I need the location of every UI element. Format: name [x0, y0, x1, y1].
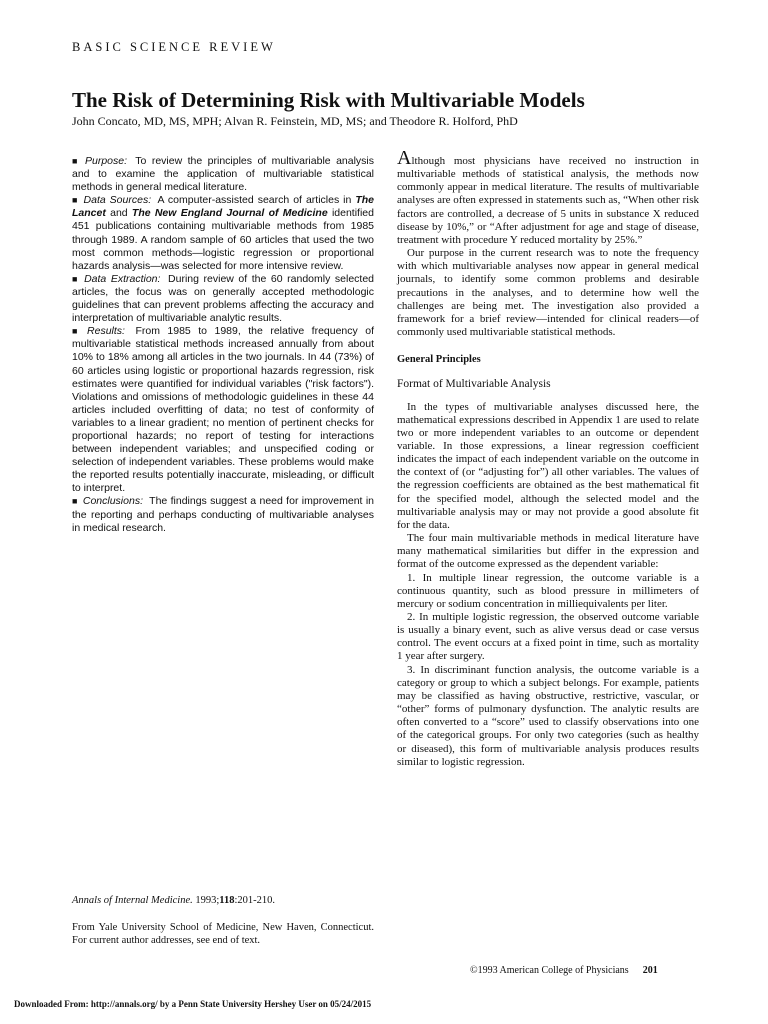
intro-paragraph: Our purpose in the current research was to note the frequency with which multivariable analyses now appear in general medical journals, to identify some common problems and desirable precautions in the analyses, and to determine how well the challenges are being met. The investigation also provided a framework for a brief review—intended for clinical readers—of commonly used multivariable statistical methods.	[397, 247, 699, 339]
square-bullet-icon: ■	[72, 273, 80, 284]
copyright-notice: ©1993 American College of Physicians	[470, 965, 629, 976]
journal-name: The Lancet	[72, 194, 375, 220]
author-list: John Concato, MD, MS, MPH; Alvan R. Feinstein, MD, MS; and Theodore R. Holford, PhD	[72, 114, 518, 128]
list-item: 2. In multiple logistic regression, the observed outcome variable is usually a binary event, such as alive versus dead or case versus control. The event occurs at a fixed point in time, such as mortality 1 year after surgery.	[397, 611, 699, 663]
article-body	[397, 147, 699, 769]
author-affiliation: From Yale University School of Medicine, New Haven, Connecticut. For current author addresses, see end of text.	[72, 922, 374, 946]
abstract	[72, 155, 374, 535]
square-bullet-icon: ■	[72, 326, 83, 337]
download-watermark: Downloaded From: http://annals.org/ by a Penn State University Hershey User on 05/24/2015	[14, 999, 372, 1009]
body-paragraph: The four main multivariable methods in medical literature have many mathematical similarities but differ in the expression and format of the outcome expressed as the dependent variable:	[397, 532, 699, 571]
abstract-purpose: ■ Purpose: To review the principles of multivariable analysis and to examine the application of multivariable statistical methods in general medical literature.	[72, 155, 375, 194]
abstract-data-sources: ■ Data Sources: A computer-assisted search of articles in The Lancet and The New England Journal of Medicine identified 451 publications containing multivariable methods from 1985 through 1989. A random sample of 60 articles that used the two most common methods—logistic regression or proportional hazards analysis—was selected for more intensive review.	[72, 194, 375, 272]
abstract-conclusions: ■ Conclusions: The findings suggest a need for improvement in the reporting and perhaps conducting of multivariable analyses in medical research.	[72, 495, 375, 534]
journal-citation: Annals of Internal Medicine. 1993;118:201-210.	[72, 895, 275, 906]
page-number: 201	[642, 965, 658, 976]
abstract-data-extraction: ■ Data Extraction: During review of the 60 randomly selected articles, the focus was on generally accepted methodologic guidelines that can prevent problems affecting the accuracy and interpretation of multivariable analytic results.	[72, 272, 375, 325]
list-item: 1. In multiple linear regression, the outcome variable is a continuous quantity, such as blood pressure in millimeters of mercury or sodium concentration in milliequivalents per liter.	[397, 571, 699, 610]
list-item: 3. In discriminant function analysis, the outcome variable is a category or group to which a subject belongs. For example, patients may be classified as having obstructive, restrictive, vascular, or “other” forms of pulmonary dysfunction. The analytic results are often converted to a “score” used to classify observations into one of the categorical groups. For only two categories (such as healthy or diseased), this form of multivariable analysis produces results similar to logistic regression.	[397, 663, 699, 768]
subsection-heading: Format of Multivariable Analysis	[397, 378, 551, 391]
abstract-results: ■ Results: From 1985 to 1989, the relative frequency of multivariable statistical methods increased annually from about 10% to 18% among all articles in the two journals. In 44 (73%) of 60 articles using logistic or proportional hazards regression, risk estimates were quantified for individual variables ("risk factors"). Violations and omissions of methodologic guidelines in these 44 articles included overfitting of data; no test of conformity of variables to a linear gradient; no mention of pertinent checks for proportional hazards; no report of testing for interactions between independent variables; and unspecified coding or selection of independent variables. These problems would make the reported results potentially inaccurate, misleading, or difficult to interpret.	[72, 325, 375, 495]
square-bullet-icon: ■	[72, 496, 78, 507]
article-title: The Risk of Determining Risk with Multivariable Models	[72, 88, 585, 112]
section-heading: General Principles	[397, 354, 481, 366]
page-footer	[470, 965, 658, 976]
square-bullet-icon: ■	[72, 156, 80, 166]
intro-paragraph: Although most physicians have received no instruction in multivariable methods of statistical analysis, the methods now commonly appear in medical literature. The results of multivariable analyses are often expressed in statements such as, “When other risk factors are controlled, a decrease of 5 units in substance X reduced disease by 10%,” or “After adjustment for age and stage of disease, treatment with procedure Y reduced mortality by 25%.”	[397, 147, 699, 246]
drop-cap: A	[397, 147, 412, 169]
square-bullet-icon: ■	[72, 195, 79, 206]
section-label: BASIC SCIENCE REVIEW	[72, 40, 276, 54]
body-paragraph: In the types of multivariable analyses discussed here, the mathematical expressions described in Appendix 1 are used to relate two or more independent variables to an outcome or dependent variable. In those expressions, a linear regression coefficient indicates the impact of each independent variable on the outcome in the context of (or “adjusting for”) all other variables. The values of the regression coefficients are obtained as the best mathematical fit for the specified model, although the selected model and the multivariable analysis may or may not provide a good absolute fit for the data.	[397, 400, 699, 531]
journal-name: The New England Journal of Medicine	[131, 207, 328, 220]
